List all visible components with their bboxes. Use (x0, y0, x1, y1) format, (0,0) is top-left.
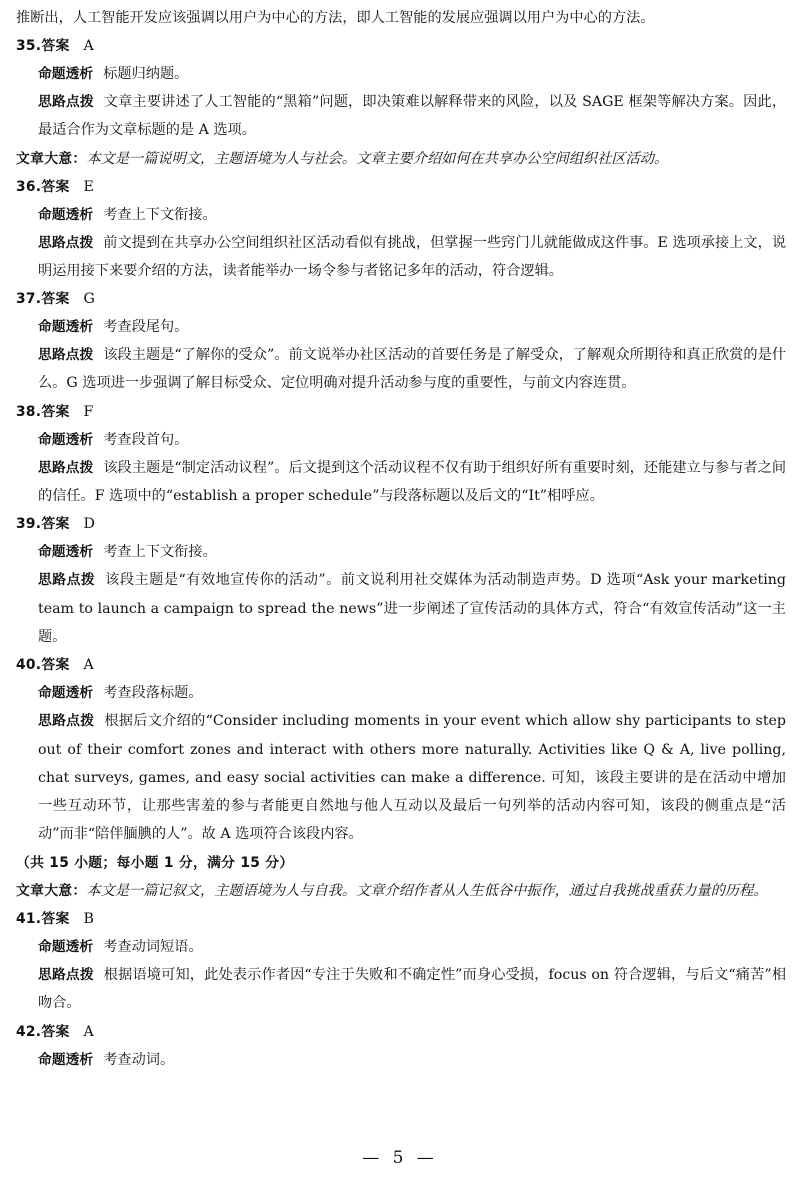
q41-analysis-row (16, 933, 786, 961)
q35-tips: 文章主要讲述了人工智能的“黑箱”问题，即决策难以解释带来的风险，以及 SAGE 框架等解决方案。因此，最适合作为文章标题的是 A 选项。 (38, 94, 787, 139)
q39-tips-row (16, 566, 786, 651)
analysis-label: 命题透析 (38, 319, 94, 336)
page-number: — 5 — (362, 1148, 438, 1168)
tips-label: 思路点拨 (38, 94, 94, 110)
q36-tips-row (16, 229, 786, 286)
q38-tips: 该段主题是“制定活动议程”。后文提到这个活动议程不仅有助于组织好所有重要时刻，还能建立与参与者之间的信任。F 选项中的“establish a proper schedule”与段落标题以及后文的“It”相呼应。 (38, 459, 787, 505)
gist-label: 文章大意： (16, 882, 87, 899)
q35-tips-row (16, 88, 786, 145)
tips-label: 思路点拨 (38, 347, 94, 364)
answer-label: 答案 (41, 516, 70, 533)
tips-label: 思路点拨 (38, 967, 94, 984)
q37-answer-row (16, 285, 786, 313)
q41-tips: 根据语境可知，此处表示作者因“专注于失败和不确定性”而身心受损，focus on 符合逻辑，与后文“痛苦”相吻合。 (38, 967, 787, 1012)
q39-answer: D (83, 516, 95, 533)
q39-tips: 该段主题是“有效地宣传你的活动”。前文说利用社交媒体为活动制造声势。D 选项“Ask your marketing team to launch a campaign to spread the news”进一步阐述了宣传活动的具体方式，符合“有效宣传活动”这一主题。 (38, 572, 787, 645)
analysis-label: 命题透析 (38, 206, 94, 223)
q38-number: 38. (16, 403, 42, 420)
analysis-label: 命题透析 (38, 939, 94, 956)
q41-number: 41. (16, 911, 42, 928)
q37-analysis-row (16, 313, 786, 341)
q36-answer-row (16, 173, 786, 201)
answer-label: 答案 (41, 178, 70, 195)
q36-analysis: 考查上下文衔接。 (103, 206, 217, 223)
q35-answer: A (83, 38, 94, 54)
tips-label: 思路点拨 (38, 234, 94, 251)
q38-analysis-row (16, 426, 786, 454)
answer-label: 答案 (41, 657, 70, 674)
q41-analysis: 考查动词短语。 (103, 939, 203, 956)
q42-analysis: 考查动词。 (103, 1051, 175, 1068)
q36-analysis-row (16, 201, 786, 229)
analysis-label: 命题透析 (38, 1051, 94, 1068)
q41-tips-row (16, 961, 786, 1018)
q42-answer: A (83, 1023, 94, 1040)
q37-tips-row (16, 341, 786, 398)
q39-number: 39. (16, 516, 42, 533)
section-note: （共 15 小题；每小题 1 分，满分 15 分） (16, 854, 294, 871)
gist-text-1: 本文是一篇说明文，主题语境为人与社会。文章主要介绍如何在共享办公空间组织社区活动。 (86, 150, 669, 167)
q38-tips-row (16, 454, 786, 511)
q35-analysis-row (16, 60, 786, 88)
q38-answer: F (83, 403, 94, 420)
q41-answer: B (83, 911, 94, 928)
answer-key-page (16, 4, 786, 1074)
q38-answer-row (16, 398, 786, 426)
answer-label: 答案 (41, 403, 70, 420)
tips-label: 思路点拨 (38, 459, 94, 476)
gist-row-1 (16, 145, 786, 173)
gist-label: 文章大意： (16, 150, 87, 167)
q37-answer: G (83, 291, 95, 308)
q36-answer: E (83, 178, 94, 195)
q38-analysis: 考查段首句。 (103, 431, 189, 448)
answer-label: 答案 (41, 1023, 70, 1040)
q35-answer-row (16, 32, 786, 60)
q35-analysis: 标题归纳题。 (103, 66, 189, 82)
q40-analysis-row (16, 679, 786, 707)
q37-tips: 该段主题是“了解你的受众”。前文说举办社区活动的首要任务是了解受众，了解观众所期待和真正欣赏的是什么。G 选项进一步强调了解目标受众、定位明确对提升活动参与度的重要性，与前文内容连贯。 (38, 347, 787, 392)
q42-analysis-row (16, 1046, 786, 1074)
q35-number: 35. (16, 38, 42, 54)
gist-text-2: 本文是一篇记叙文，主题语境为人与自我。文章介绍作者从人生低谷中振作，通过自我挑战重获力量的历程。 (86, 882, 768, 899)
answer-label: 答案 (41, 291, 70, 308)
analysis-label: 命题透析 (38, 685, 94, 702)
q40-answer: A (83, 657, 94, 674)
q37-analysis: 考查段尾句。 (103, 319, 189, 336)
q42-answer-row (16, 1018, 786, 1046)
q39-analysis-row (16, 538, 786, 566)
q36-tips: 前文提到在共享办公空间组织社区活动看似有挑战，但掌握一些窍门儿就能做成这件事。E 选项承接上文，说明运用接下来要介绍的方法，读者能举办一场令参与者铭记多年的活动，符合逻辑。 (38, 234, 787, 279)
q40-answer-row (16, 651, 786, 679)
answer-label: 答案 (41, 911, 70, 928)
q40-tips-row (16, 707, 786, 848)
q41-answer-row (16, 905, 786, 933)
q40-tips: 根据后文介绍的“Consider including moments in your event which allow shy participants to step out of their comfort zones and interact with others more naturally. Activities like Q & A, live polling, chat surveys, games, and easy social activities can make a difference. 可知，该段主要讲的是在活动中增加一些互动环节，让那些害羞的参与者能更自然地与他人互动以及最后一句列举的活动内容可知，该段的侧重点是“活动”而非“陪伴腼腆的人”。故 A 选项符合该段内容。 (38, 713, 786, 843)
continued-text: 推断出，人工智能开发应该强调以用户为中心的方法，即人工智能的发展应强调以用户为中心的方法。 (16, 10, 655, 26)
q40-analysis: 考查段落标题。 (103, 685, 203, 702)
q36-number: 36. (16, 178, 42, 195)
analysis-label: 命题透析 (38, 544, 94, 561)
tips-label: 思路点拨 (38, 713, 95, 730)
analysis-label: 命题透析 (38, 431, 94, 448)
q40-number: 40. (16, 657, 42, 674)
tips-label: 思路点拨 (38, 572, 96, 589)
gist-row-2 (16, 877, 786, 905)
q42-number: 42. (16, 1023, 42, 1040)
q39-analysis: 考查上下文衔接。 (103, 544, 217, 561)
analysis-label: 命题透析 (38, 66, 94, 82)
q39-answer-row (16, 510, 786, 538)
answer-label: 答案 (41, 38, 70, 54)
q37-number: 37. (16, 291, 42, 308)
